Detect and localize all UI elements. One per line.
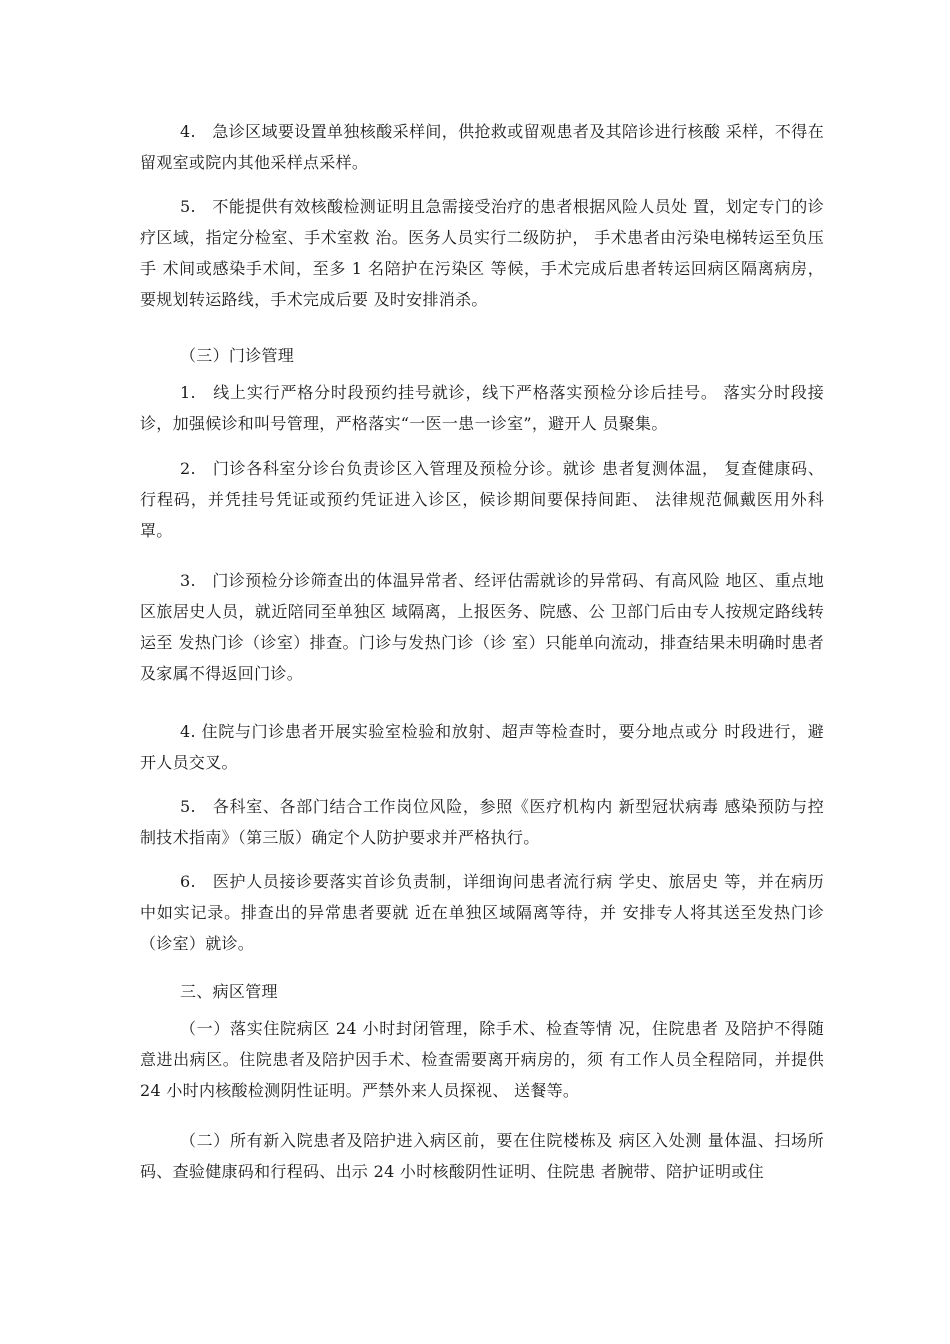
paragraph-appointment: 1. 线上实行严格分时段预约挂号就诊，线下严格落实预检分诊后挂号。 落实分时段接诊，加强候诊和叫号管理，严格落实“一医一患一诊室”，避开人 员聚集。	[140, 383, 824, 433]
paragraph-screening: 3. 门诊预检分诊筛查出的体温异常者、经评估需就诊的异常码、有高风险 地区、重点地区旅居史人员，就近陪同至单独区 域隔离，上报医务、院感、公 卫部门后由专人按规定路线转运至 发热门诊（诊室）排查。门诊与发热门诊（诊 室）只能单向流动，排查结果未明确时患者及家属不得返回门诊。	[140, 571, 824, 683]
paragraph-new-admission: （二）所有新入院患者及陪护进入病区前，要在住院楼栋及 病区入处测 量体温、扫场所码、查验健康码和行程码、出示 24 小时核酸阴性证明、住院患 者腕带、陪护证明或住	[140, 1131, 824, 1181]
paragraph-triage-desk: 2. 门诊各科室分诊台负责诊区入管理及预检分诊。就诊 患者复测体温， 复查健康码、行程码，并凭挂号凭证或预约凭证进入诊区，候诊期间要保持间距、 法律规范佩戴医用外科罩。	[140, 459, 824, 540]
section-heading-outpatient: （三）门诊管理	[180, 346, 295, 365]
paragraph-first-diagnosis: 6. 医护人员接诊要落实首诊负责制，详细询问患者流行病 学史、旅居史 等，并在病历中如实记录。排查出的异常患者要就 近在单独区域隔离等待，并 安排专人将其送至发热门诊（诊室）就诊。	[140, 872, 824, 953]
paragraph-closed-management: （一）落实住院病区 24 小时封闭管理，除手术、检查等情 况，住院患者 及陪护不得随意进出病区。住院患者及陪护因手术、检查需要离开病房的，须 有工作人员全程陪同，并提供 24 小时内核酸检测阴性证明。严禁外来人员探视、 送餐等。	[140, 1019, 824, 1100]
section-heading-ward: 三、病区管理	[180, 982, 278, 1001]
paragraph-protection: 5. 各科室、各部门结合工作岗位风险，参照《医疗机构内 新型冠状病毒 感染预防与控制技术指南》（第三版）确定个人防护要求并严格执行。	[140, 797, 824, 847]
paragraph-no-test-certificate: 5. 不能提供有效核酸检测证明且急需接受治疗的患者根据风险人员处 置，划定专门的诊疗区域，指定分检室、手术室救 治。医务人员实行二级防护， 手术患者由污染电梯转运至负压手 术间或感染手术间，至多 1 名陪护在污染区 等候，手术完成后患者转运回病区隔离病房，要规划转运路线，手术完成后要 及时安排消杀。	[140, 197, 824, 309]
paragraph-emergency-sampling: 4. 急诊区域要设置单独核酸采样间，供抢救或留观患者及其陪诊进行核酸 采样，不得在留观室或院内其他采样点采样。	[140, 122, 824, 172]
paragraph-examinations: 4. 住院与门诊患者开展实验室检验和放射、超声等检查时，要分地点或分 时段进行，避开人员交叉。	[140, 722, 824, 772]
